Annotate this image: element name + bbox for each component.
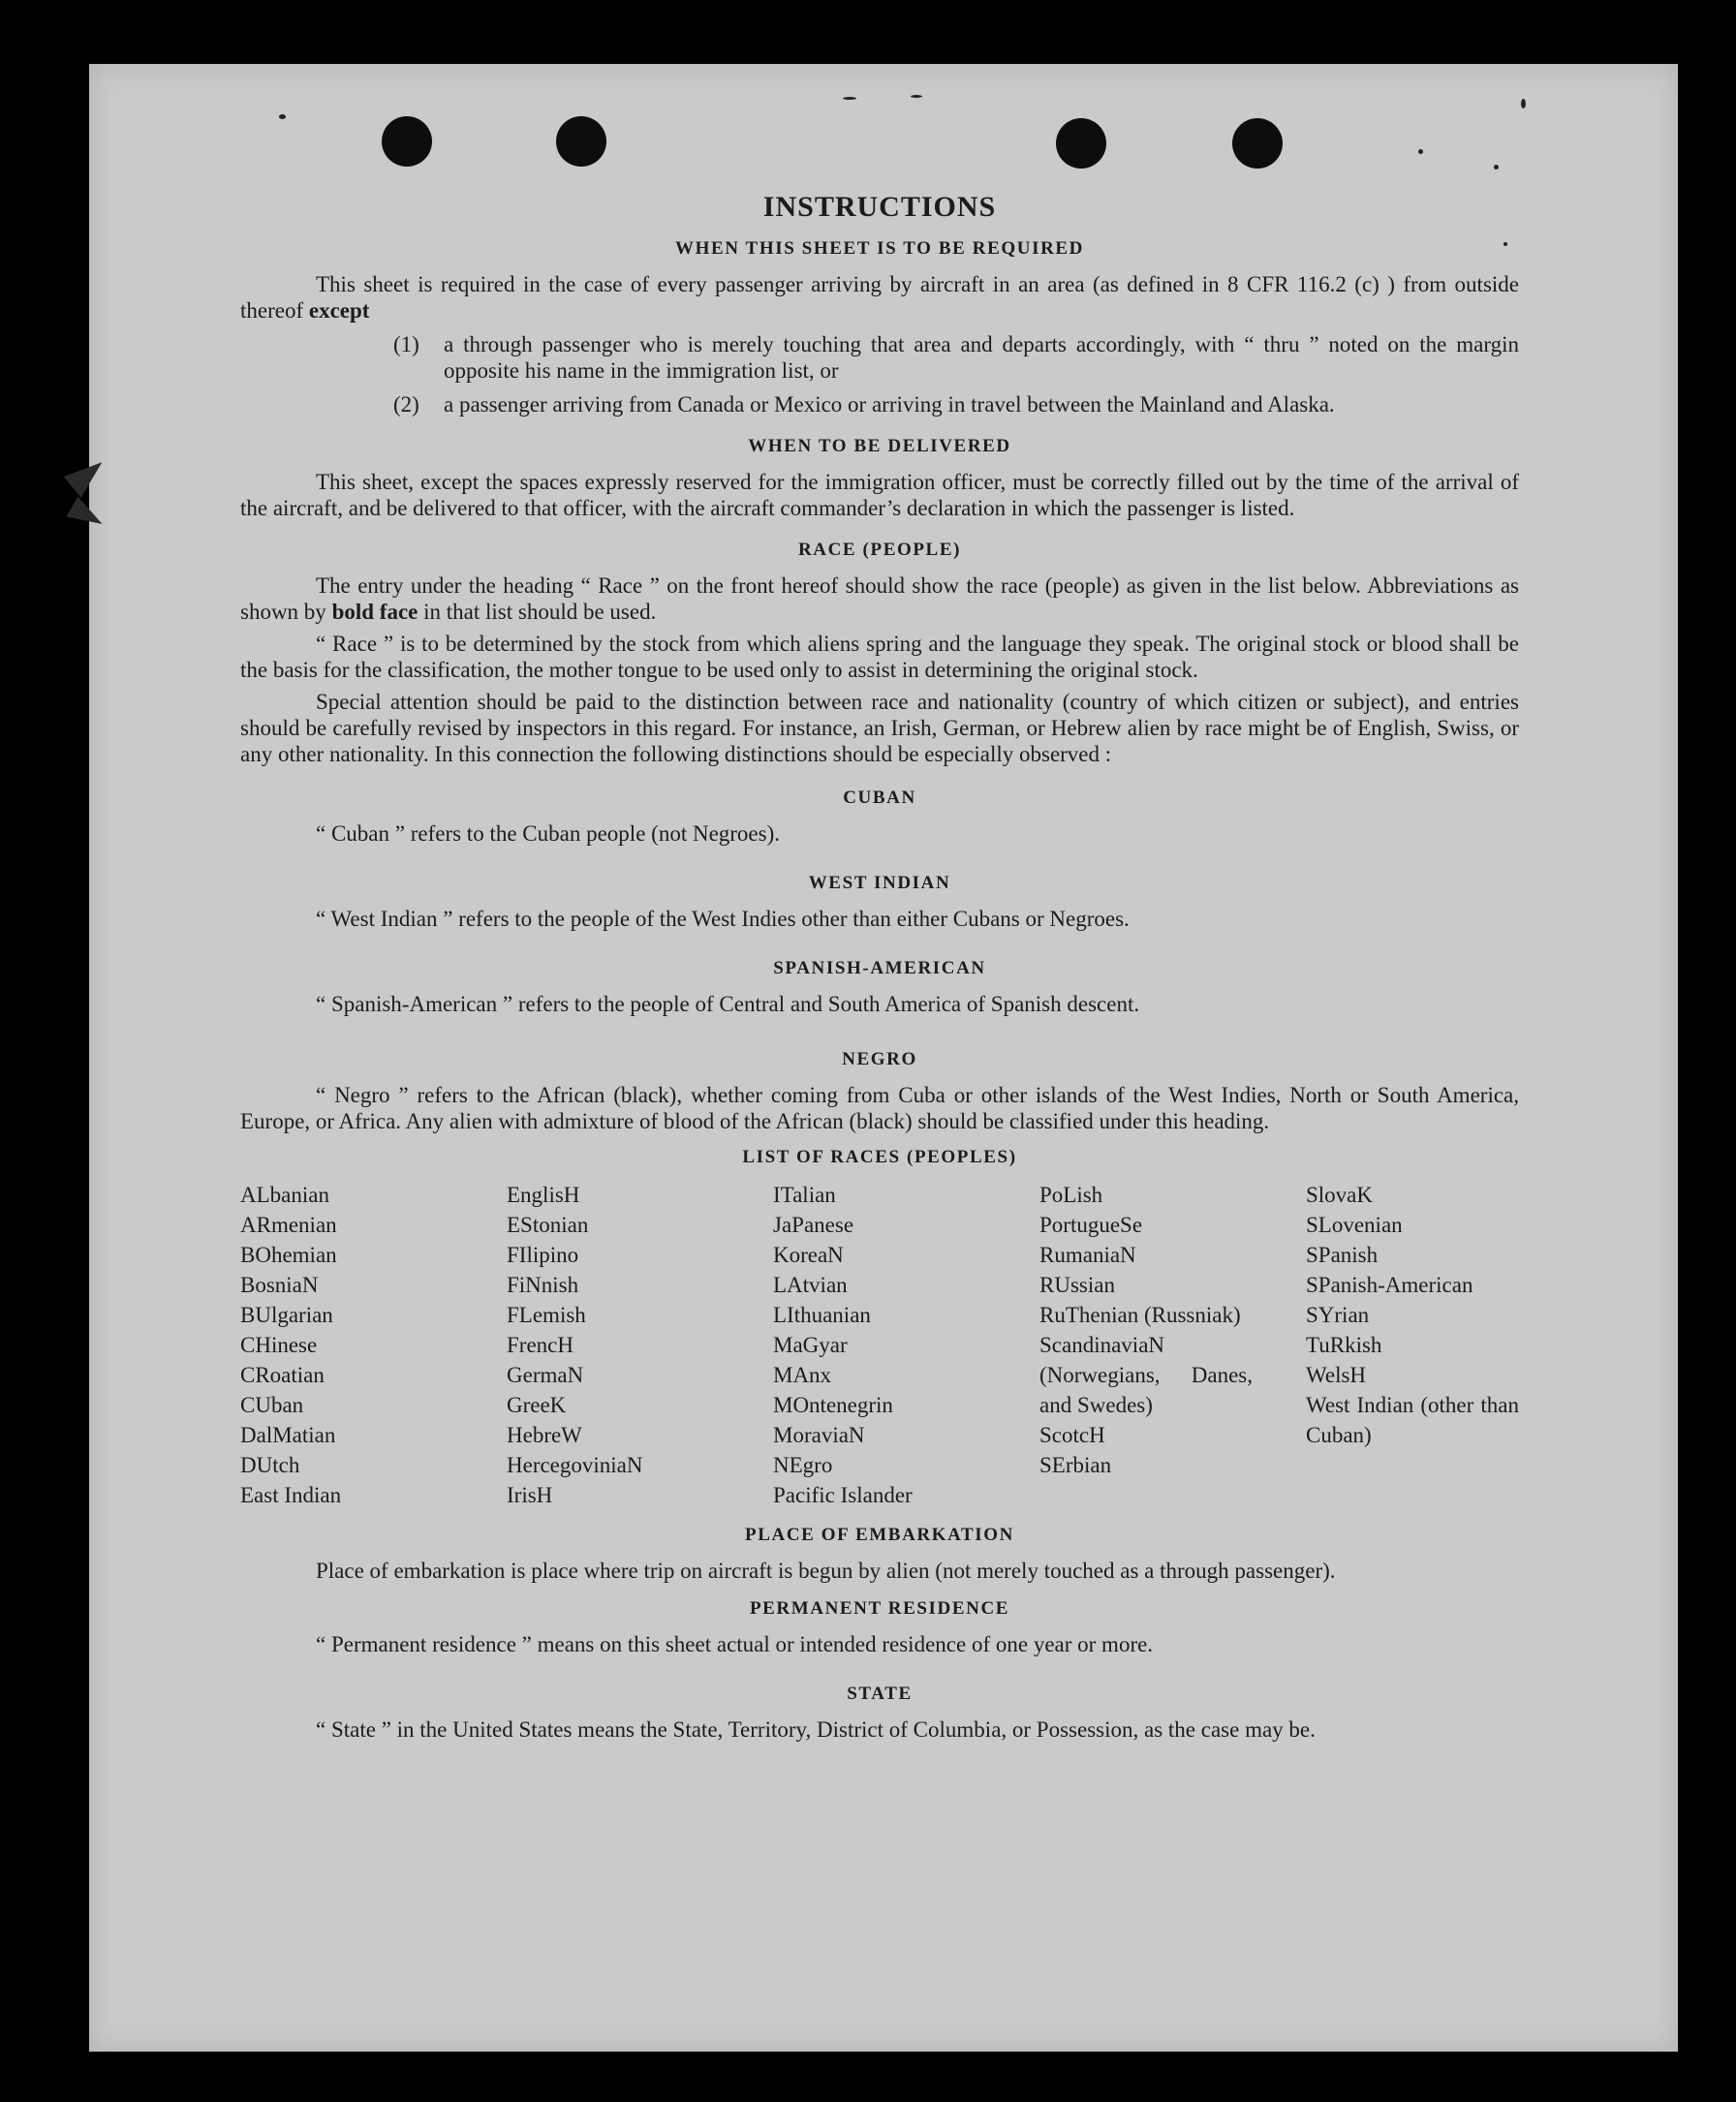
race-item: GermaN — [507, 1363, 584, 1387]
races-column — [507, 1180, 720, 1510]
race-item: SLovenian — [1306, 1213, 1403, 1237]
race-item: MaGyar — [773, 1333, 848, 1357]
ink-speck — [1521, 99, 1526, 108]
race-item: CHinese — [240, 1333, 318, 1357]
race-item: SPanish — [1306, 1243, 1379, 1267]
race-item: BOhemian — [240, 1243, 337, 1267]
race-item: DUtch — [240, 1453, 300, 1477]
negro-text: “ Negro ” refers to the African (black), whether coming from Cuba or other islands of the West Indies, North or South America, Europe, or Africa. Any alien with admixture of blood of the African (black) should be classified under this heading. — [240, 1083, 1519, 1133]
required-intro-text: This sheet is required in the case of every passenger arriving by aircraft in an area (as defined in 8 CFR 116.2 (c) ) from outside thereof — [240, 272, 1519, 323]
race-item: RUssian — [1039, 1273, 1115, 1297]
state-text: “ State ” in the United States means the State, Territory, District of Columbia, or Possession, as the case may be. — [316, 1717, 1316, 1742]
race-item: ITalian — [773, 1183, 836, 1207]
required-exception-2 — [393, 391, 1519, 417]
heading-state: STATE — [847, 1684, 913, 1704]
race-item: FLemish — [507, 1303, 586, 1327]
ink-speck — [1494, 165, 1499, 170]
races-column — [1039, 1180, 1253, 1510]
exception-text: a through passenger who is merely touching that area and departs accordingly, with “ thru ” noted on the margin opposite his name in the immigration list, or — [444, 332, 1519, 383]
race-item: SlovaK — [1306, 1183, 1373, 1207]
race-item: GreeK — [507, 1393, 567, 1417]
ink-speck — [843, 97, 856, 100]
heading-place-of-embarkation: PLACE OF EMBARKATION — [745, 1525, 1014, 1545]
race-item: LIthuanian — [773, 1303, 871, 1327]
race-item: ScandinaviaN (Norwegians, Danes, and Swedes) — [1039, 1333, 1253, 1417]
race-item: MoraviaN — [773, 1423, 865, 1447]
race-item: TuRkish — [1306, 1333, 1382, 1357]
race-item: MAnx — [773, 1363, 832, 1387]
heading-negro: NEGRO — [842, 1049, 917, 1069]
heading-spanish-american: SPANISH-AMERICAN — [773, 958, 986, 978]
embarkation-text: Place of embarkation is place where trip on aircraft is begun by alien (not merely touched as a through passenger). — [316, 1559, 1336, 1583]
race-item: NEgro — [773, 1453, 833, 1477]
race-item: ScotcH — [1039, 1423, 1105, 1447]
race-item: KoreaN — [773, 1243, 844, 1267]
heading-cuban: CUBAN — [843, 788, 916, 808]
race-item: FrencH — [507, 1333, 574, 1357]
race-item: FIlipino — [507, 1243, 579, 1267]
race-item: SYrian — [1306, 1303, 1370, 1327]
exception-number: (2) — [393, 392, 419, 417]
required-intro — [240, 271, 1519, 324]
race-p1-end: in that list should be used. — [423, 600, 657, 624]
race-item: BUlgarian — [240, 1303, 333, 1327]
race-paragraph-3: Special attention should be paid to the distinction between race and nationality (country of which citizen or subject), and entries should be carefully revised by inspectors in this regard. For instance, an Irish, German, or Hebrew alien by race might be of English, Swiss, or any other nationality. In this connection the following distinctions should be especially observed : — [240, 690, 1519, 766]
race-item: MOntenegrin — [773, 1393, 893, 1417]
race-item: RumaniaN — [1039, 1243, 1136, 1267]
punch-hole — [1232, 118, 1283, 169]
race-item: Pacific Islander — [773, 1483, 913, 1507]
race-item: SPanish-American — [1306, 1273, 1473, 1297]
heading-when-delivered: WHEN TO BE DELIVERED — [748, 436, 1011, 456]
races-column — [1306, 1180, 1519, 1510]
race-p1-bold: bold face — [331, 600, 418, 624]
race-item: CUban — [240, 1393, 304, 1417]
punch-hole — [382, 116, 432, 167]
races-column — [240, 1180, 453, 1510]
race-item: EnglisH — [507, 1183, 580, 1207]
race-item: HercegoviniaN — [507, 1453, 643, 1477]
punch-hole — [556, 116, 606, 167]
required-exception-1 — [393, 331, 1519, 384]
instructions-content — [240, 191, 1519, 1743]
heading-when-required: WHEN THIS SHEET IS TO BE REQUIRED — [674, 238, 1085, 259]
race-item: BosniaN — [240, 1273, 319, 1297]
races-list — [240, 1180, 1519, 1510]
race-item: FiNnish — [507, 1273, 579, 1297]
race-item: EStonian — [507, 1213, 589, 1237]
spanish-american-text: “ Spanish-American ” refers to the people of Central and South America of Spanish descent. — [316, 992, 1140, 1016]
heading-west-indian: WEST INDIAN — [808, 873, 951, 893]
race-item: PortugueSe — [1039, 1213, 1143, 1237]
punch-hole — [1056, 118, 1106, 169]
race-item: IrisH — [507, 1483, 553, 1507]
race-p1-text: The entry under the heading “ Race ” on the front hereof should show the race (people) as given in the list below. Abbreviations as shown by — [240, 573, 1519, 624]
race-item: ALbanian — [240, 1183, 329, 1207]
race-item: HebreW — [507, 1423, 582, 1447]
required-intro-except: except — [308, 298, 370, 323]
race-item: SErbian — [1039, 1453, 1112, 1477]
race-item: DalMatian — [240, 1423, 336, 1447]
race-item: WelsH — [1306, 1363, 1367, 1387]
delivered-text: This sheet, except the spaces expressly reserved for the immigration officer, must be correctly filled out by the time of the arrival of the aircraft, and be delivered to that officer, with the aircraft commander’s declaration in which the passenger is listed. — [240, 470, 1519, 520]
races-column — [773, 1180, 986, 1510]
exception-text: a passenger arriving from Canada or Mexico or arriving in travel between the Mainland and Alaska. — [444, 392, 1335, 417]
heading-permanent-residence: PERMANENT RESIDENCE — [749, 1598, 1010, 1619]
race-item: PoLish — [1039, 1183, 1103, 1207]
race-item: LAtvian — [773, 1273, 848, 1297]
west-indian-text: “ West Indian ” refers to the people of the West Indies other than either Cubans or Negroes. — [316, 907, 1130, 931]
race-item: West Indian (other than Cuban) — [1306, 1393, 1519, 1447]
ink-speck — [1418, 149, 1423, 154]
race-item: JaPanese — [773, 1213, 854, 1237]
exception-number: (1) — [393, 332, 419, 356]
race-item: ARmenian — [240, 1213, 337, 1237]
cuban-text: “ Cuban ” refers to the Cuban people (not Negroes). — [316, 821, 781, 846]
ink-speck — [911, 95, 922, 98]
race-paragraph-2: “ Race ” is to be determined by the stock from which aliens spring and the language they speak. The original stock or blood shall be the basis for the classification, the mother tongue to be used only to assist in determining the original stock. — [240, 632, 1519, 682]
residence-text: “ Permanent residence ” means on this sheet actual or intended residence of one year or more. — [316, 1632, 1154, 1656]
race-item: East Indian — [240, 1483, 342, 1507]
page-title: INSTRUCTIONS — [762, 191, 997, 223]
heading-race: RACE (PEOPLE) — [797, 540, 962, 560]
ink-speck — [279, 114, 286, 119]
race-paragraph-1 — [240, 572, 1519, 625]
race-item: CRoatian — [240, 1363, 325, 1387]
race-item: RuThenian (Russniak) — [1039, 1303, 1241, 1327]
heading-list-of-races: LIST OF RACES (PEOPLES) — [742, 1147, 1017, 1167]
